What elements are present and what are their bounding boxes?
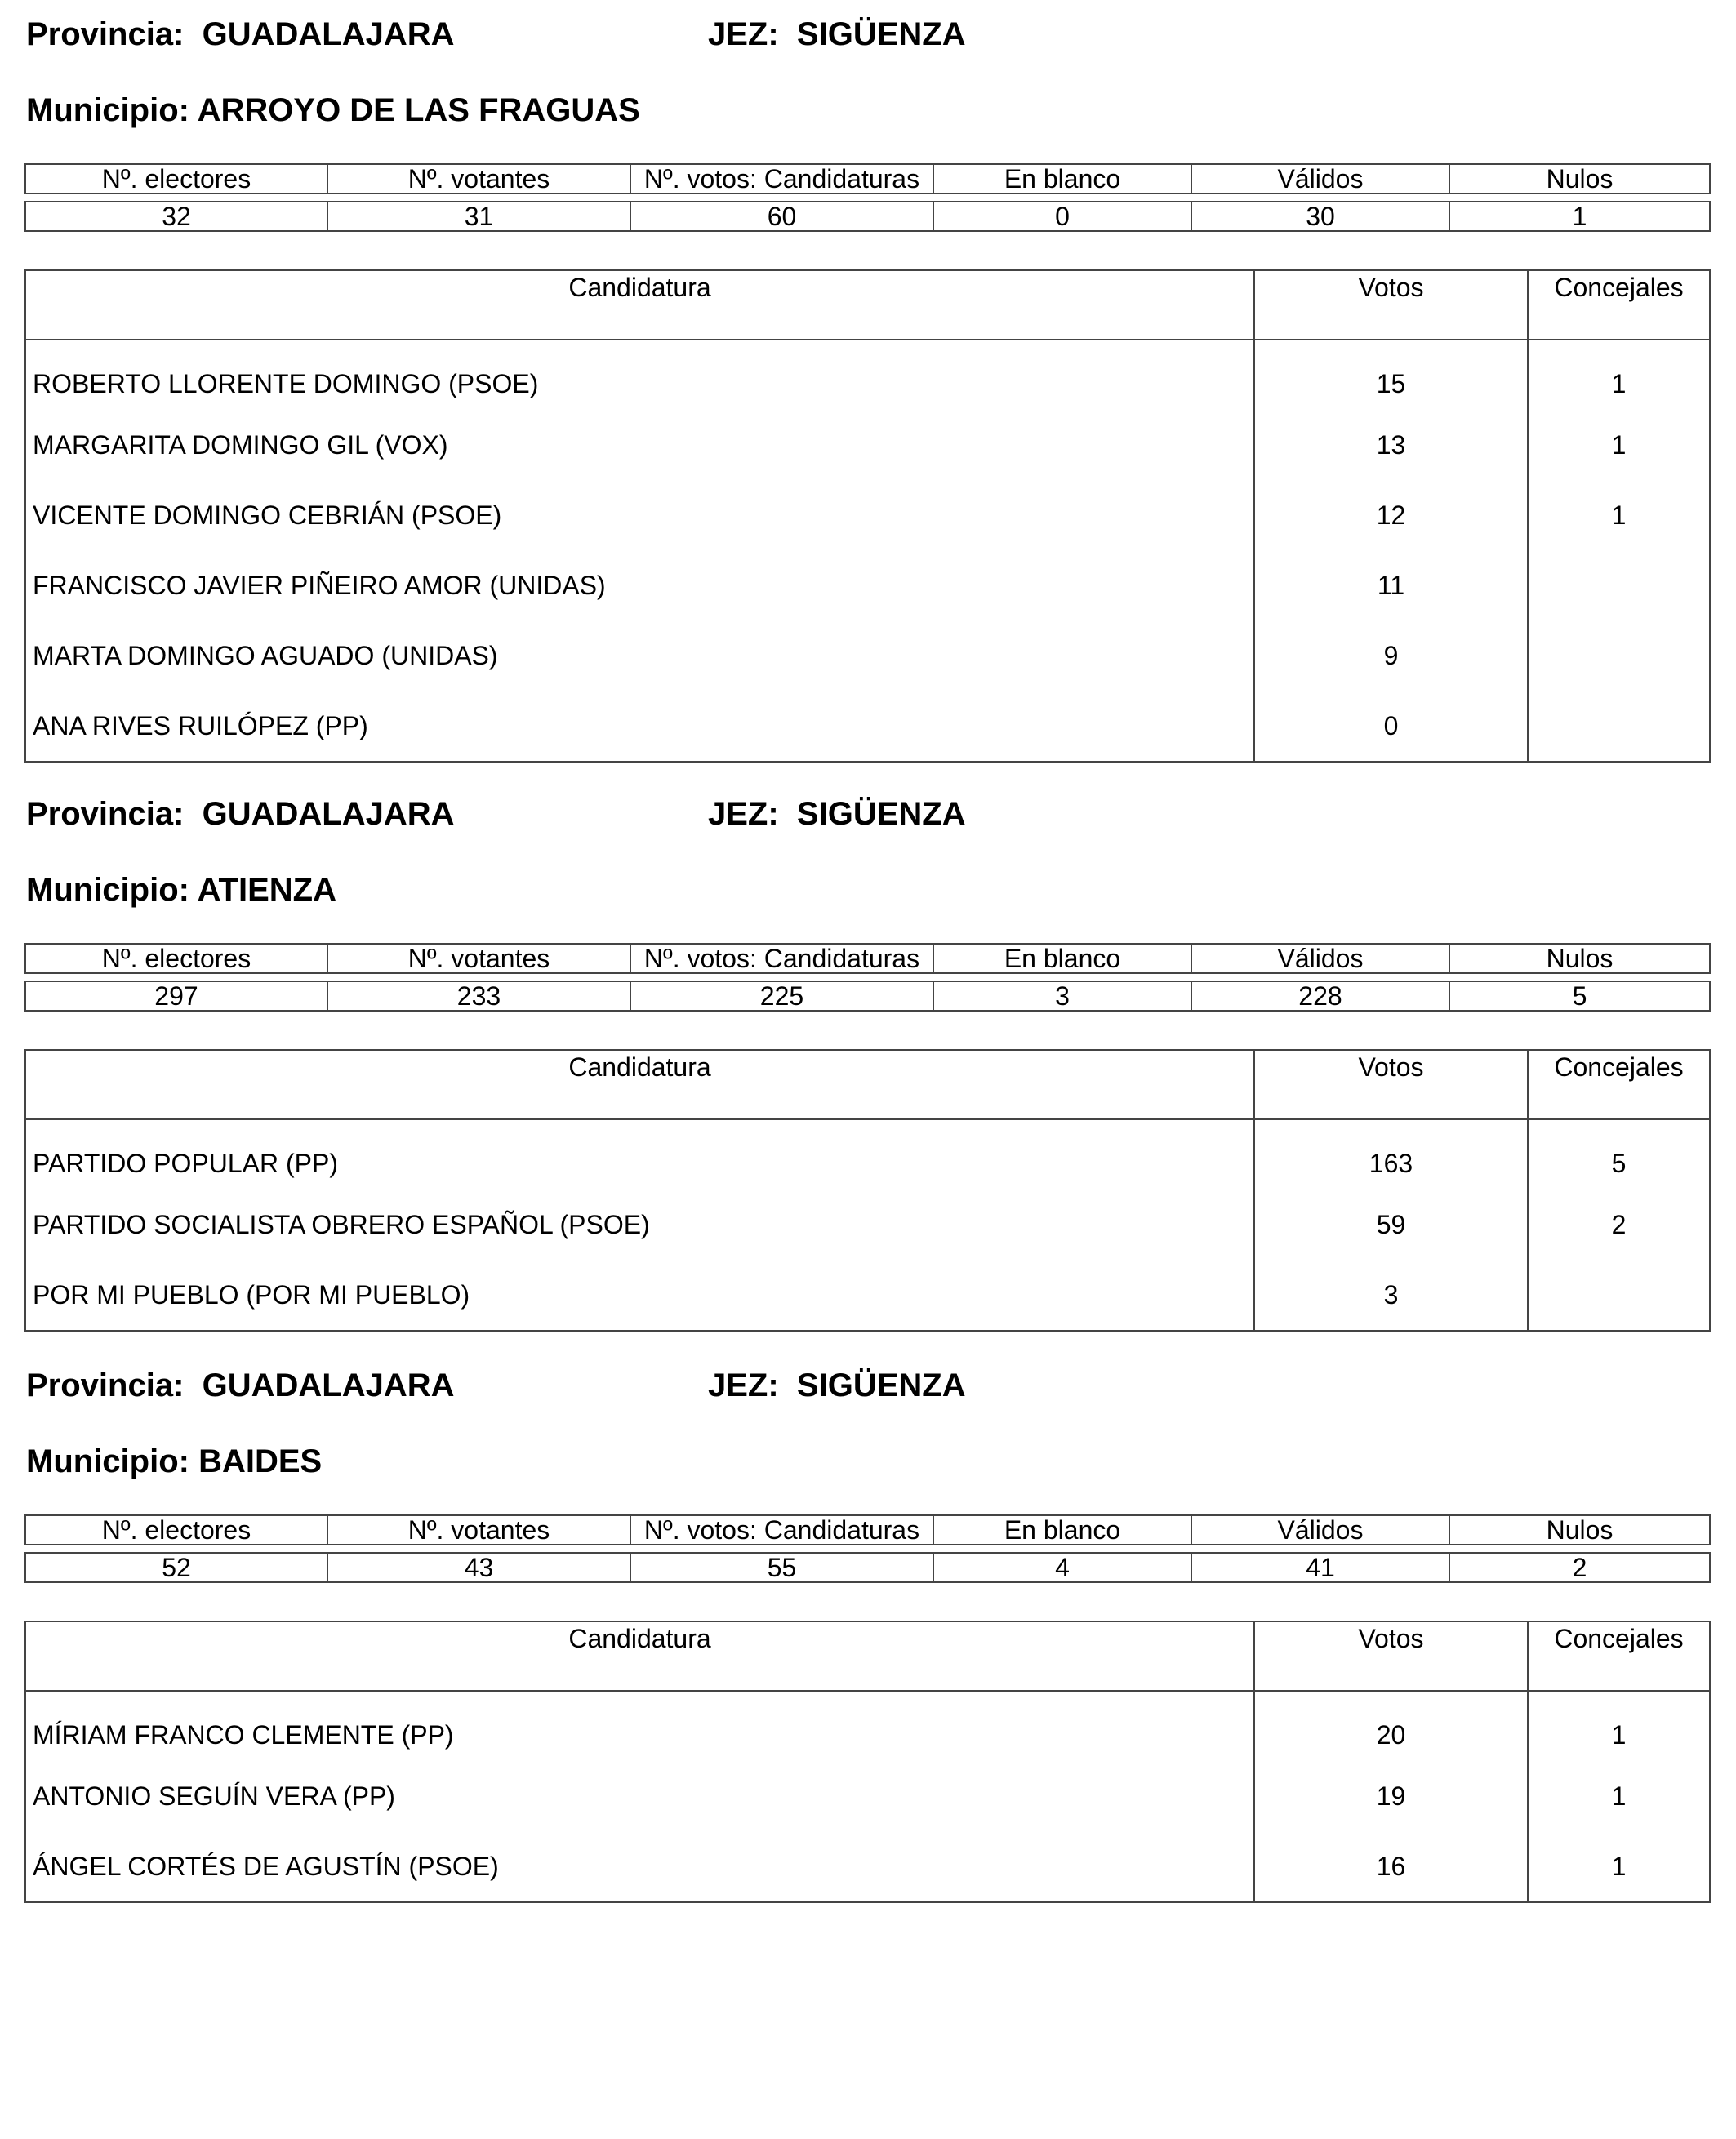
summary-table	[24, 163, 1711, 232]
summary-value-cell: 55	[630, 1553, 933, 1582]
summary-value-cell: 41	[1191, 1553, 1449, 1582]
candidate-concejales: 2	[1528, 1190, 1710, 1260]
summary-value-row	[25, 1553, 1710, 1582]
results-header-cell: Votos	[1254, 1621, 1528, 1691]
candidate-votes: 163	[1254, 1119, 1528, 1190]
provincia-value: GUADALAJARA	[202, 16, 455, 52]
candidate-concejales: 5	[1528, 1119, 1710, 1190]
summary-value-cell: 32	[25, 202, 327, 231]
jez-group	[708, 18, 966, 51]
provincia-line	[26, 796, 966, 832]
municipio-line	[26, 1445, 322, 1478]
summary-header-cell: Nº. votantes	[327, 1515, 630, 1545]
results-header-cell: Concejales	[1528, 1621, 1710, 1691]
provincia-line	[26, 1367, 966, 1403]
jez-label: JEZ:	[708, 796, 779, 832]
summary-header-cell: En blanco	[933, 944, 1191, 973]
candidate-votes: 16	[1254, 1831, 1528, 1902]
provincia-value: GUADALAJARA	[202, 1367, 455, 1403]
candidate-name: ANA RIVES RUILÓPEZ (PP)	[25, 691, 1254, 762]
summary-value-row	[25, 981, 1710, 1011]
candidate-concejales: 1	[1528, 1691, 1710, 1761]
results-header-cell: Votos	[1254, 1050, 1528, 1119]
candidate-name: PARTIDO SOCIALISTA OBRERO ESPAÑOL (PSOE)	[25, 1190, 1254, 1260]
provincia-label: Provincia:	[26, 16, 185, 52]
summary-header-cell: Nº. electores	[25, 944, 327, 973]
summary-value-cell: 30	[1191, 202, 1449, 231]
results-table	[24, 1621, 1711, 1903]
candidate-concejales: 1	[1528, 1761, 1710, 1831]
summary-header-row	[25, 164, 1710, 193]
summary-header-cell: Nulos	[1449, 164, 1710, 193]
summary-value-cell: 1	[1449, 202, 1710, 231]
summary-value-cell: 60	[630, 202, 933, 231]
summary-header-cell: Nº. electores	[25, 1515, 327, 1545]
jez-value: SIGÜENZA	[796, 16, 966, 52]
candidate-row	[25, 410, 1710, 480]
results-header-cell: Candidatura	[25, 270, 1254, 340]
summary-header-cell: Nº. electores	[25, 164, 327, 193]
candidate-concejales	[1528, 1260, 1710, 1331]
candidate-name: PARTIDO POPULAR (PP)	[25, 1119, 1254, 1190]
jez-group	[708, 798, 966, 830]
summary-header-row	[25, 944, 1710, 973]
summary-value-cell: 225	[630, 981, 933, 1011]
candidate-concejales: 1	[1528, 410, 1710, 480]
candidate-votes: 20	[1254, 1691, 1528, 1761]
candidate-votes: 19	[1254, 1761, 1528, 1831]
summary-header-row	[25, 1515, 1710, 1545]
summary-header-cell: Válidos	[1191, 1515, 1449, 1545]
summary-header-cell: Válidos	[1191, 164, 1449, 193]
candidate-votes: 15	[1254, 340, 1528, 410]
summary-value-cell: 5	[1449, 981, 1710, 1011]
summary-value-cell: 297	[25, 981, 327, 1011]
candidate-row	[25, 1119, 1710, 1190]
candidate-votes: 12	[1254, 480, 1528, 550]
provincia-value: GUADALAJARA	[202, 796, 455, 832]
municipio-line	[26, 874, 336, 906]
jez-value: SIGÜENZA	[796, 1367, 966, 1403]
results-header-cell: Concejales	[1528, 270, 1710, 340]
candidate-name: ROBERTO LLORENTE DOMINGO (PSOE)	[25, 340, 1254, 410]
candidate-name: ÁNGEL CORTÉS DE AGUSTÍN (PSOE)	[25, 1831, 1254, 1902]
candidate-votes: 0	[1254, 691, 1528, 762]
jez-label: JEZ:	[708, 16, 779, 52]
candidate-name: MARGARITA DOMINGO GIL (VOX)	[25, 410, 1254, 480]
summary-header-cell: En blanco	[933, 1515, 1191, 1545]
summary-value-cell: 2	[1449, 1553, 1710, 1582]
candidate-row	[25, 1190, 1710, 1260]
summary-value-cell: 43	[327, 1553, 630, 1582]
provincia-label: Provincia:	[26, 1367, 185, 1403]
candidate-votes: 59	[1254, 1190, 1528, 1260]
results-table	[24, 1049, 1711, 1332]
summary-value-cell: 52	[25, 1553, 327, 1582]
candidate-row	[25, 550, 1710, 620]
results-table	[24, 269, 1711, 763]
summary-value-row	[25, 202, 1710, 231]
candidate-concejales	[1528, 550, 1710, 620]
candidate-name: FRANCISCO JAVIER PIÑEIRO AMOR (UNIDAS)	[25, 550, 1254, 620]
jez-value: SIGÜENZA	[796, 796, 966, 832]
candidate-row	[25, 691, 1710, 762]
candidate-concejales: 1	[1528, 1831, 1710, 1902]
candidate-concejales: 1	[1528, 340, 1710, 410]
candidate-row	[25, 480, 1710, 550]
results-header-row	[25, 1050, 1710, 1119]
provincia-line	[26, 16, 966, 52]
results-header-cell: Concejales	[1528, 1050, 1710, 1119]
results-header-cell: Candidatura	[25, 1050, 1254, 1119]
summary-value-cell: 4	[933, 1553, 1191, 1582]
candidate-concejales	[1528, 691, 1710, 762]
summary-header-cell: Nulos	[1449, 1515, 1710, 1545]
summary-value-cell: 0	[933, 202, 1191, 231]
provincia-label: Provincia:	[26, 796, 185, 832]
candidate-name: POR MI PUEBLO (POR MI PUEBLO)	[25, 1260, 1254, 1331]
summary-header-cell: Nº. votantes	[327, 944, 630, 973]
candidate-votes: 9	[1254, 620, 1528, 691]
summary-value-cell: 3	[933, 981, 1191, 1011]
summary-value-cell: 233	[327, 981, 630, 1011]
summary-table	[24, 943, 1711, 1012]
candidate-votes: 11	[1254, 550, 1528, 620]
municipio-label: Municipio:	[26, 872, 189, 908]
candidate-row	[25, 340, 1710, 410]
summary-header-cell: Nº. votos: Candidaturas	[630, 944, 933, 973]
summary-header-cell: En blanco	[933, 164, 1191, 193]
summary-header-cell: Válidos	[1191, 944, 1449, 973]
municipio-value: ARROYO DE LAS FRAGUAS	[197, 92, 640, 128]
municipio-value: BAIDES	[198, 1443, 323, 1479]
results-header-cell: Candidatura	[25, 1621, 1254, 1691]
municipio-label: Municipio:	[26, 1443, 189, 1479]
results-header-row	[25, 270, 1710, 340]
summary-header-cell: Nº. votantes	[327, 164, 630, 193]
candidate-name: VICENTE DOMINGO CEBRIÁN (PSOE)	[25, 480, 1254, 550]
summary-value-cell: 228	[1191, 981, 1449, 1011]
candidate-row	[25, 1691, 1710, 1761]
candidate-name: MÍRIAM FRANCO CLEMENTE (PP)	[25, 1691, 1254, 1761]
municipio-label: Municipio:	[26, 92, 189, 128]
candidate-concejales	[1528, 620, 1710, 691]
summary-header-cell: Nulos	[1449, 944, 1710, 973]
summary-value-cell: 31	[327, 202, 630, 231]
summary-table	[24, 1514, 1711, 1583]
candidate-name: ANTONIO SEGUÍN VERA (PP)	[25, 1761, 1254, 1831]
municipio-line	[26, 94, 640, 127]
jez-group	[708, 1369, 966, 1402]
municipio-value: ATIENZA	[197, 872, 336, 908]
candidate-row	[25, 1260, 1710, 1331]
results-header-row	[25, 1621, 1710, 1691]
candidate-row	[25, 1831, 1710, 1902]
candidate-concejales: 1	[1528, 480, 1710, 550]
candidate-votes: 13	[1254, 410, 1528, 480]
candidate-row	[25, 1761, 1710, 1831]
candidate-votes: 3	[1254, 1260, 1528, 1331]
results-header-cell: Votos	[1254, 270, 1528, 340]
summary-header-cell: Nº. votos: Candidaturas	[630, 164, 933, 193]
jez-label: JEZ:	[708, 1367, 779, 1403]
candidate-row	[25, 620, 1710, 691]
summary-header-cell: Nº. votos: Candidaturas	[630, 1515, 933, 1545]
candidate-name: MARTA DOMINGO AGUADO (UNIDAS)	[25, 620, 1254, 691]
